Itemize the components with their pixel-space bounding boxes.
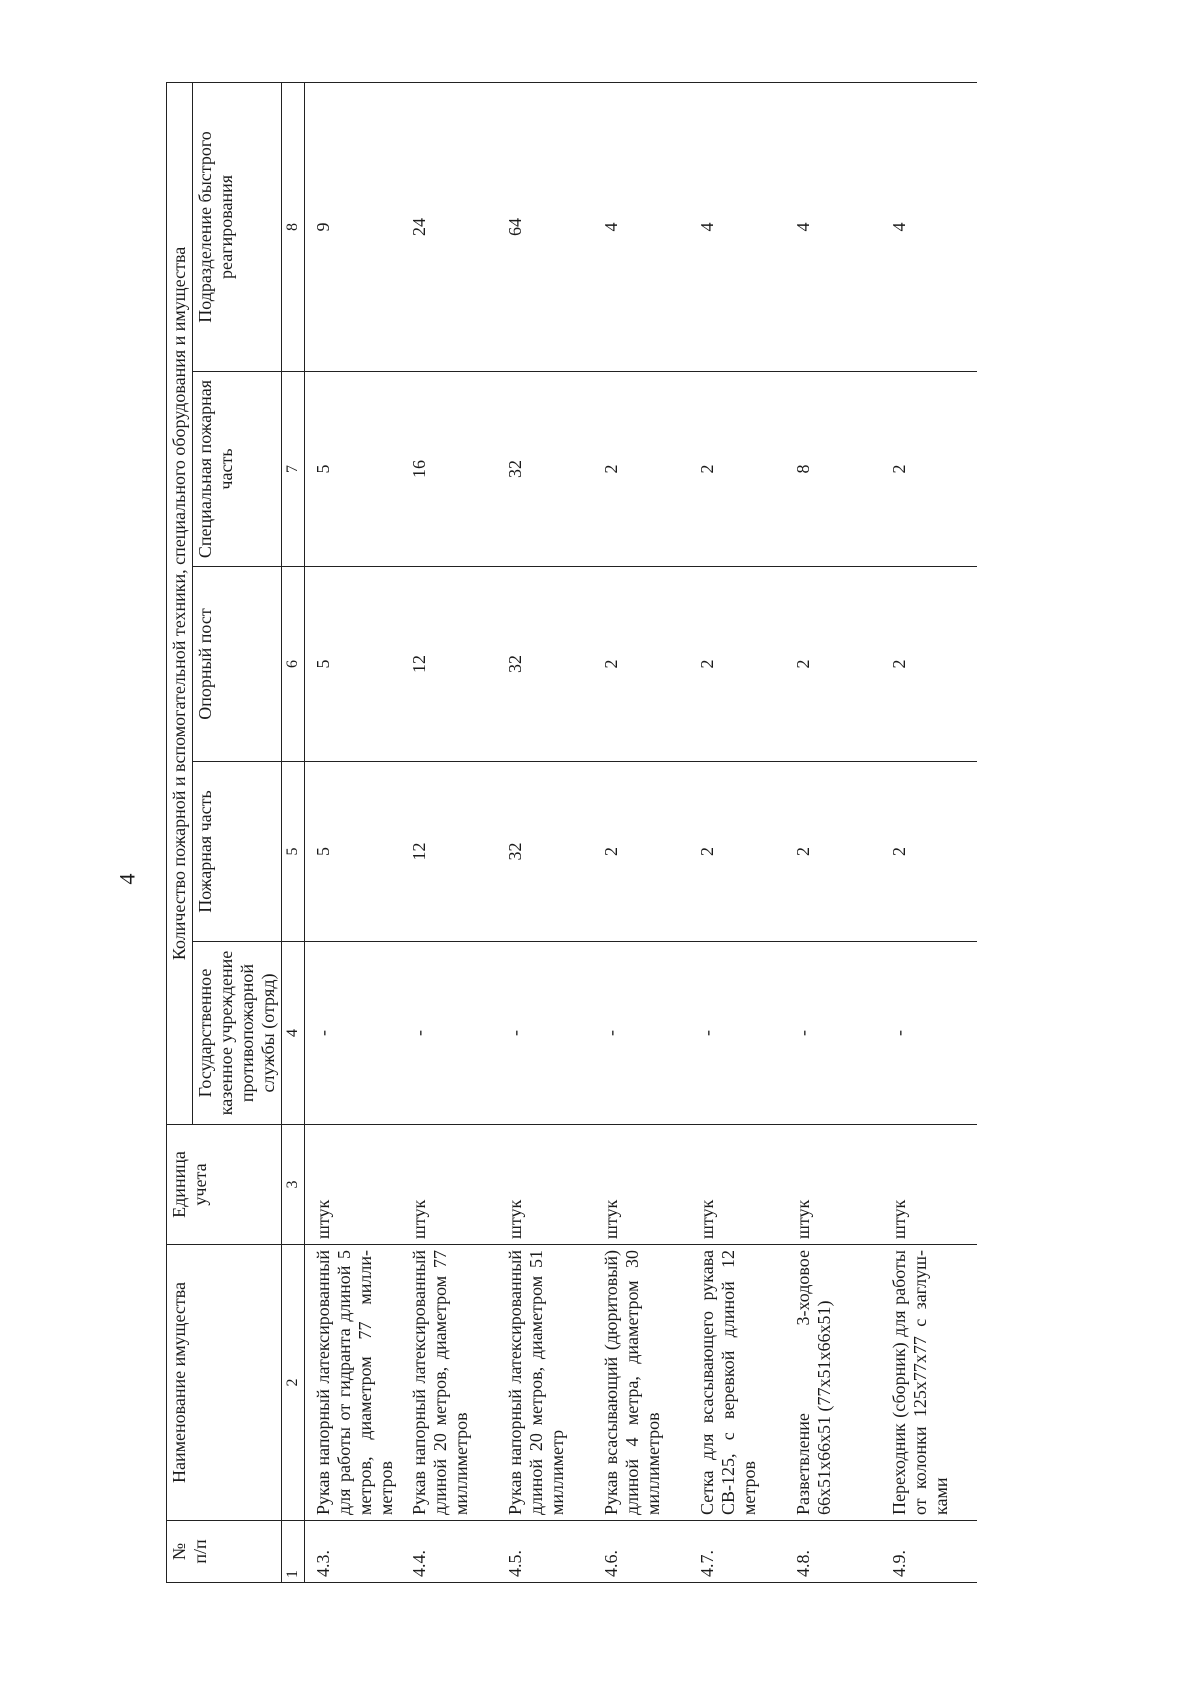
qty-support-post: 5 bbox=[305, 567, 402, 762]
qty-special-unit: 2 bbox=[593, 372, 689, 567]
column-index-row bbox=[282, 82, 305, 1582]
qty-fire-unit: 32 bbox=[497, 762, 593, 942]
row-number: 4.5. bbox=[497, 1521, 593, 1583]
row-number: 4.6. bbox=[593, 1521, 689, 1583]
item-unit: штук bbox=[401, 1125, 497, 1245]
qty-detachment: - bbox=[401, 942, 497, 1125]
table-row bbox=[689, 82, 785, 1582]
qty-support-post: 2 bbox=[593, 567, 689, 762]
item-name: Рукав всасывающий (дюритовый) длиной 4 метра, диаметром 30 миллиметров bbox=[593, 1245, 689, 1521]
table-row bbox=[881, 82, 977, 1582]
column-index: 1 bbox=[282, 1521, 305, 1583]
qty-detachment: - bbox=[305, 942, 402, 1125]
qty-fire-unit: 2 bbox=[881, 762, 977, 942]
table-row bbox=[401, 82, 497, 1582]
table-body bbox=[305, 82, 978, 1582]
item-unit: штук bbox=[305, 1125, 402, 1245]
qty-detachment: - bbox=[689, 942, 785, 1125]
row-number: 4.3. bbox=[305, 1521, 402, 1583]
item-name: Рукав напорный латексированный длиной 20 метров, диаметром 77 миллиметров bbox=[401, 1245, 497, 1521]
item-unit: штук bbox=[881, 1125, 977, 1245]
item-name: Переходник (сборник) для работы от колонки 125x77x77 с заглуш-ками bbox=[881, 1245, 977, 1521]
item-name: Разветвление 3-ходовое 66x51x66x51 (77x51x66x51) bbox=[785, 1245, 881, 1521]
qty-support-post: 12 bbox=[401, 567, 497, 762]
qty-rapid-response: 64 bbox=[497, 82, 593, 371]
qty-rapid-response: 4 bbox=[689, 82, 785, 371]
header-sub-fire-unit: Пожарная часть bbox=[193, 762, 282, 942]
qty-rapid-response: 4 bbox=[593, 82, 689, 371]
qty-support-post: 2 bbox=[881, 567, 977, 762]
table-row bbox=[305, 82, 402, 1582]
header-sub-rapid-response: Подразделение быстрого реагирования bbox=[193, 82, 282, 371]
qty-fire-unit: 2 bbox=[785, 762, 881, 942]
qty-special-unit: 8 bbox=[785, 372, 881, 567]
table-row bbox=[497, 82, 593, 1582]
qty-rapid-response: 4 bbox=[881, 82, 977, 371]
qty-fire-unit: 2 bbox=[593, 762, 689, 942]
qty-special-unit: 32 bbox=[497, 372, 593, 567]
qty-fire-unit: 2 bbox=[689, 762, 785, 942]
qty-rapid-response: 24 bbox=[401, 82, 497, 371]
column-index: 3 bbox=[282, 1125, 305, 1245]
header-unit: Единица учета bbox=[167, 1125, 282, 1245]
document-body bbox=[166, 83, 1200, 1583]
qty-support-post: 32 bbox=[497, 567, 593, 762]
item-name: Рукав напорный латексированный длиной 20 метров, диаметром 51 миллиметр bbox=[497, 1245, 593, 1521]
page-number: 4 bbox=[114, 873, 140, 885]
item-unit: штук bbox=[689, 1125, 785, 1245]
qty-detachment: - bbox=[785, 942, 881, 1125]
column-index: 7 bbox=[282, 372, 305, 567]
column-index: 6 bbox=[282, 567, 305, 762]
item-unit: штук bbox=[497, 1125, 593, 1245]
qty-detachment: - bbox=[593, 942, 689, 1125]
header-num: № п/п bbox=[167, 1521, 282, 1583]
row-number: 4.4. bbox=[401, 1521, 497, 1583]
table-row bbox=[593, 82, 689, 1582]
qty-rapid-response: 4 bbox=[785, 82, 881, 371]
qty-special-unit: 5 bbox=[305, 372, 402, 567]
column-index: 2 bbox=[282, 1245, 305, 1521]
table-header bbox=[167, 82, 305, 1582]
header-name: Наименование имущества bbox=[167, 1245, 282, 1521]
item-name: Сетка для всасывающего рукава СВ-125, с веревкой длиной 12 метров bbox=[689, 1245, 785, 1521]
row-number: 4.7. bbox=[689, 1521, 785, 1583]
item-name: Рукав напорный латексированный для работы от гидранта длиной 5 метров, диаметром 77 милли-метров bbox=[305, 1245, 402, 1521]
column-index: 4 bbox=[282, 942, 305, 1125]
header-sub-special-unit: Специальная пожарная часть bbox=[193, 372, 282, 567]
qty-rapid-response: 9 bbox=[305, 82, 402, 371]
item-unit: штук bbox=[593, 1125, 689, 1245]
header-sub-detachment: Государственное казенное учреждение противопожарной службы (отряд) bbox=[193, 942, 282, 1125]
row-number: 4.9. bbox=[881, 1521, 977, 1583]
header-sub-support-post: Опорный пост bbox=[193, 567, 282, 762]
qty-special-unit: 2 bbox=[881, 372, 977, 567]
qty-detachment: - bbox=[497, 942, 593, 1125]
qty-fire-unit: 5 bbox=[305, 762, 402, 942]
qty-detachment: - bbox=[881, 942, 977, 1125]
qty-special-unit: 2 bbox=[689, 372, 785, 567]
column-index: 5 bbox=[282, 762, 305, 942]
qty-fire-unit: 12 bbox=[401, 762, 497, 942]
qty-support-post: 2 bbox=[689, 567, 785, 762]
equipment-table bbox=[166, 82, 977, 1583]
qty-support-post: 2 bbox=[785, 567, 881, 762]
item-unit: штук bbox=[785, 1125, 881, 1245]
column-index: 8 bbox=[282, 82, 305, 371]
qty-special-unit: 16 bbox=[401, 372, 497, 567]
row-number: 4.8. bbox=[785, 1521, 881, 1583]
header-group: Количество пожарной и вспомогательной техники, специального оборудования и имущества bbox=[167, 82, 193, 1124]
table-row bbox=[785, 82, 881, 1582]
